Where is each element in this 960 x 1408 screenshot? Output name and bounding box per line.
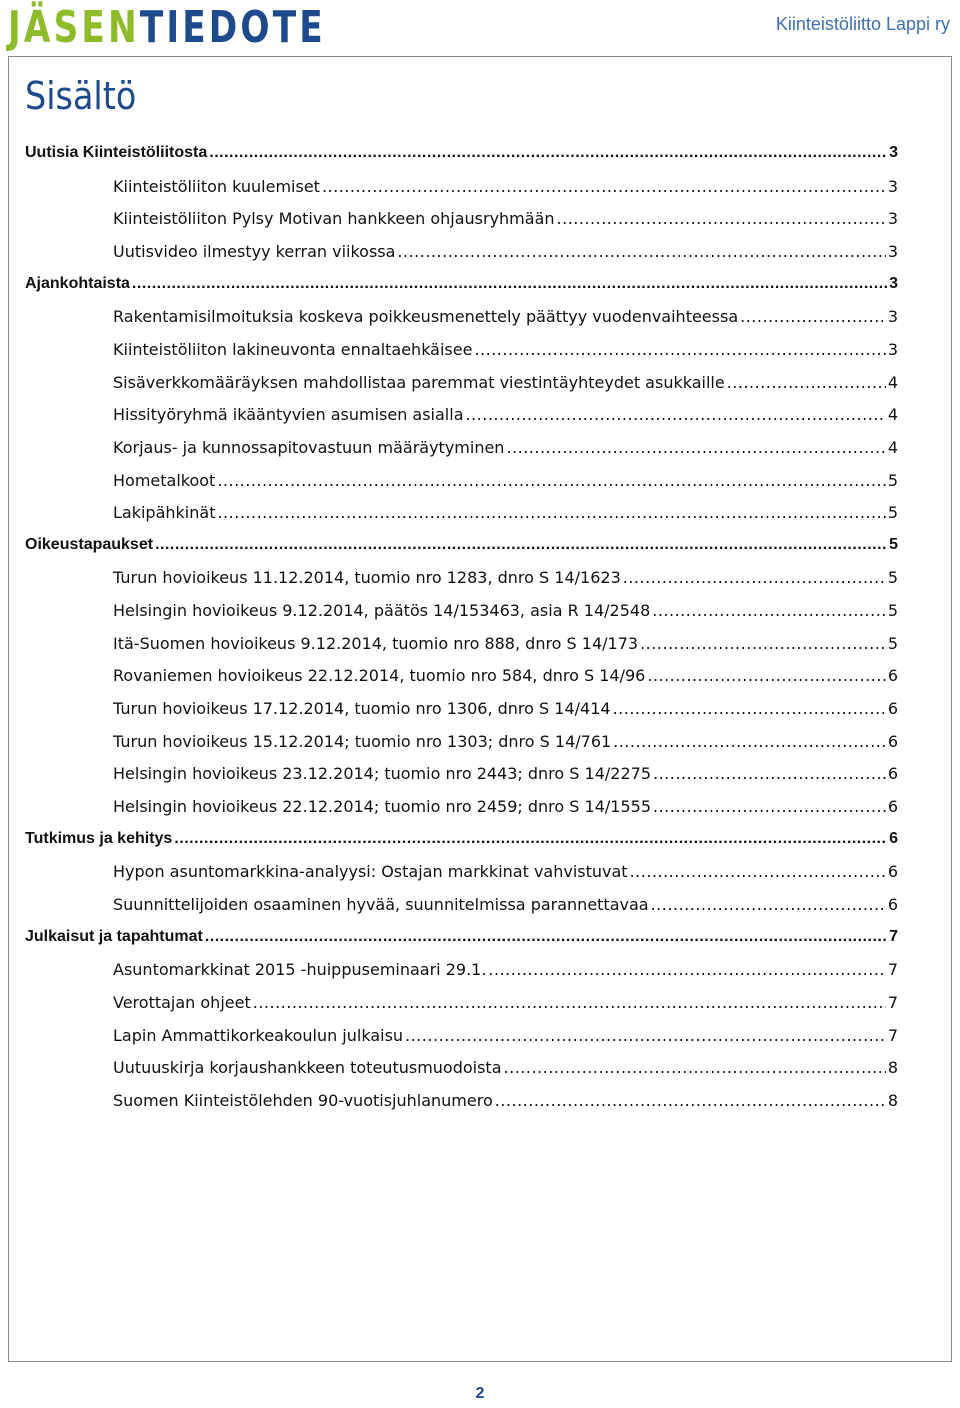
toc-entry-title: Tutkimus ja kehitys — [25, 829, 173, 847]
toc-dot-leader — [474, 340, 885, 359]
toc-entry-title: Turun hovioikeus 17.12.2014, tuomio nro 1306, dnro S 14/414 — [113, 699, 611, 719]
toc-dot-leader — [740, 307, 886, 326]
toc-entry-title: Kiinteistöliiton Pylsy Motivan hankkeen ohjausryhmään — [113, 209, 555, 229]
toc-dot-leader — [397, 242, 885, 261]
toc-section-entry[interactable] — [25, 275, 898, 299]
toc-dot-leader — [174, 830, 887, 848]
toc-entry-page: 3 — [887, 241, 898, 261]
toc-dot-leader — [205, 928, 887, 946]
toc-dot-leader — [623, 568, 886, 587]
toc-subsection-entry[interactable] — [113, 862, 898, 886]
toc-dot-leader — [466, 405, 886, 424]
toc-entry-title: Uutisia Kiinteistöliitosta — [25, 144, 208, 161]
toc-subsection-entry[interactable] — [113, 503, 898, 527]
toc-dot-leader — [613, 699, 886, 718]
toc-subsection-entry[interactable] — [113, 797, 898, 821]
toc-section-entry[interactable] — [25, 928, 898, 952]
toc-dot-leader — [647, 666, 885, 685]
organization-name: Kiinteistöliitto Lappi ry — [775, 14, 950, 34]
toc-dot-leader — [651, 895, 886, 914]
toc-subsection-entry[interactable] — [113, 405, 898, 429]
toc-entry-page: 7 — [887, 960, 898, 980]
toc-entry-title: Suunnittelijoiden osaaminen hyvää, suunnitelmissa parannettavaa — [113, 894, 649, 914]
toc-entry-title: Hissityöryhmä ikääntyvien asumisen asialla — [113, 405, 464, 425]
toc-dot-leader — [253, 993, 886, 1012]
toc-entry-page: 6 — [887, 666, 898, 686]
toc-dot-leader — [322, 177, 886, 196]
toc-entry-page: 8 — [887, 1058, 898, 1078]
toc-subsection-entry[interactable] — [113, 1091, 898, 1115]
toc-entry-page: 6 — [887, 731, 898, 751]
toc-dot-leader — [640, 634, 886, 653]
toc-entry-title: Suomen Kiinteistölehden 90-vuotisjuhlanumero — [113, 1090, 493, 1110]
toc-entry-title: Sisäverkkomääräyksen mahdollistaa paremmat viestintäyhteydet asukkaille — [113, 372, 725, 392]
toc-entry-page: 4 — [887, 437, 898, 457]
toc-subsection-entry[interactable] — [113, 601, 898, 625]
toc-dot-leader — [653, 797, 886, 816]
toc-entry-page: 6 — [887, 894, 898, 914]
toc-entry-title: Itä-Suomen hovioikeus 9.12.2014, tuomio nro 888, dnro S 14/173 — [113, 633, 639, 653]
toc-entry-page: 3 — [887, 209, 898, 229]
toc-entry-page: 3 — [887, 307, 898, 327]
toc-entry-page: 6 — [887, 862, 898, 882]
toc-entry-page: 5 — [889, 535, 898, 553]
toc-entry-title: Korjaus- ja kunnossapitovastuun määräytyminen — [113, 437, 505, 457]
toc-entry-page: 5 — [887, 633, 898, 653]
toc-entry-page: 5 — [887, 601, 898, 621]
toc-subsection-entry[interactable] — [113, 307, 898, 331]
toc-entry-page: 4 — [887, 405, 898, 425]
toc-entry-page: 5 — [887, 503, 898, 523]
toc-entry-page: 7 — [887, 1025, 898, 1045]
toc-entry-page: 3 — [887, 339, 898, 359]
toc-subsection-entry[interactable] — [113, 699, 898, 723]
toc-subsection-entry[interactable] — [113, 177, 898, 201]
page-number: 2 — [475, 1385, 485, 1402]
toc-entry-page: 7 — [889, 927, 898, 945]
toc-entry-page: 5 — [887, 470, 898, 490]
toc-subsection-entry[interactable] — [113, 209, 898, 233]
masthead-logo — [8, 2, 326, 54]
toc-dot-leader — [155, 536, 887, 554]
toc-subsection-entry[interactable] — [113, 471, 898, 495]
toc-entry-page: 7 — [887, 992, 898, 1012]
toc-entry-page: 3 — [889, 274, 898, 292]
toc-section-entry[interactable] — [25, 144, 898, 168]
toc-dot-leader — [209, 144, 887, 162]
toc-section-entry[interactable] — [25, 536, 898, 560]
toc-dot-leader — [653, 764, 886, 783]
toc-title: Sisältö — [25, 74, 137, 118]
toc-dot-leader — [727, 373, 886, 392]
toc-entry-title: Julkaisut ja tapahtumat — [25, 927, 203, 945]
toc-subsection-entry[interactable] — [113, 732, 898, 756]
toc-dot-leader — [405, 1026, 886, 1045]
toc-entry-title: Verottajan ohjeet — [113, 992, 251, 1012]
toc-dot-leader — [495, 1091, 886, 1110]
toc-entry-title: Turun hovioikeus 15.12.2014; tuomio nro 1303; dnro S 14/761 — [113, 731, 612, 751]
toc-entry-title: Uutisvideo ilmestyy kerran viikossa — [113, 241, 396, 261]
toc-dot-leader — [506, 438, 885, 457]
toc-dot-leader — [488, 960, 885, 979]
toc-subsection-entry[interactable] — [113, 895, 898, 919]
toc-section-entry[interactable] — [25, 830, 898, 854]
toc-subsection-entry[interactable] — [113, 1058, 898, 1082]
toc-entry-page: 6 — [887, 797, 898, 816]
toc-subsection-entry[interactable] — [113, 666, 898, 690]
toc-dot-leader — [504, 1058, 886, 1077]
toc-entry-page: 8 — [887, 1090, 898, 1110]
toc-entry-title: Kiinteistöliiton kuulemiset — [113, 176, 320, 196]
toc-entry-title: Turun hovioikeus 11.12.2014, tuomio nro 1283, dnro S 14/1623 — [113, 568, 621, 588]
toc-entry-page: 3 — [889, 144, 898, 161]
toc-subsection-entry[interactable] — [113, 242, 898, 266]
toc-subsection-entry[interactable] — [113, 960, 898, 984]
masthead-part-2: TIEDOTE — [139, 2, 326, 53]
toc-entry-title: Lakipähkinät — [113, 503, 216, 523]
toc-subsection-entry[interactable] — [113, 568, 898, 592]
toc-entry-title: Uutuuskirja korjaushankkeen toteutusmuodoista — [113, 1058, 502, 1078]
toc-entry-title: Hypon asuntomarkkina-analyysi: Ostajan markkinat vahvistuvat — [113, 862, 628, 882]
toc-subsection-entry[interactable] — [113, 1026, 898, 1050]
toc-entry-title: Helsingin hovioikeus 22.12.2014; tuomio nro 2459; dnro S 14/1555 — [113, 797, 651, 816]
toc-dot-leader — [630, 862, 886, 881]
toc-dot-leader — [132, 275, 887, 293]
toc-entry-title: Lapin Ammattikorkeakoulun julkaisu — [113, 1025, 404, 1045]
toc-subsection-entry[interactable] — [113, 634, 898, 658]
toc-entry-title: Kiinteistöliiton lakineuvonta ennaltaehkäisee — [113, 339, 473, 359]
toc-entry-title: Rakentamisilmoituksia koskeva poikkeusmenettely päättyy vuodenvaihteessa — [113, 307, 739, 327]
toc-dot-leader — [557, 209, 886, 228]
toc-subsection-entry[interactable] — [113, 764, 898, 788]
toc-subsection-entry[interactable] — [113, 438, 898, 462]
toc-entry-title: Rovaniemen hovioikeus 22.12.2014, tuomio nro 584, dnro S 14/96 — [113, 666, 646, 686]
toc-entry-page: 6 — [887, 699, 898, 719]
toc-entry-title: Helsingin hovioikeus 23.12.2014; tuomio nro 2443; dnro S 14/2275 — [113, 764, 651, 784]
toc-entry-title: Ajankohtaista — [25, 274, 130, 292]
toc-entry-title: Oikeustapaukset — [25, 535, 154, 553]
toc-entry-title: Helsingin hovioikeus 9.12.2014, päätös 14/153463, asia R 14/2548 — [113, 601, 651, 621]
toc-dot-leader — [613, 732, 886, 751]
toc-dot-leader — [217, 503, 885, 522]
masthead-part-1: JÄSEN — [8, 2, 140, 53]
toc-subsection-entry[interactable] — [113, 993, 898, 1017]
toc-entry-title: Asuntomarkkinat 2015 -huippuseminaari 29.1. — [113, 960, 487, 980]
toc-dot-leader — [652, 601, 886, 620]
toc-entry-title: Hometalkoot — [113, 470, 216, 490]
toc-entry-page: 6 — [889, 829, 898, 847]
toc-subsection-entry[interactable] — [113, 340, 898, 364]
toc-entry-page: 3 — [887, 176, 898, 196]
toc-dot-leader — [217, 471, 885, 490]
toc-entry-page: 4 — [887, 372, 898, 392]
toc-subsection-entry[interactable] — [113, 373, 898, 397]
toc-entry-page: 5 — [887, 568, 898, 588]
toc-entry-page: 6 — [887, 764, 898, 784]
